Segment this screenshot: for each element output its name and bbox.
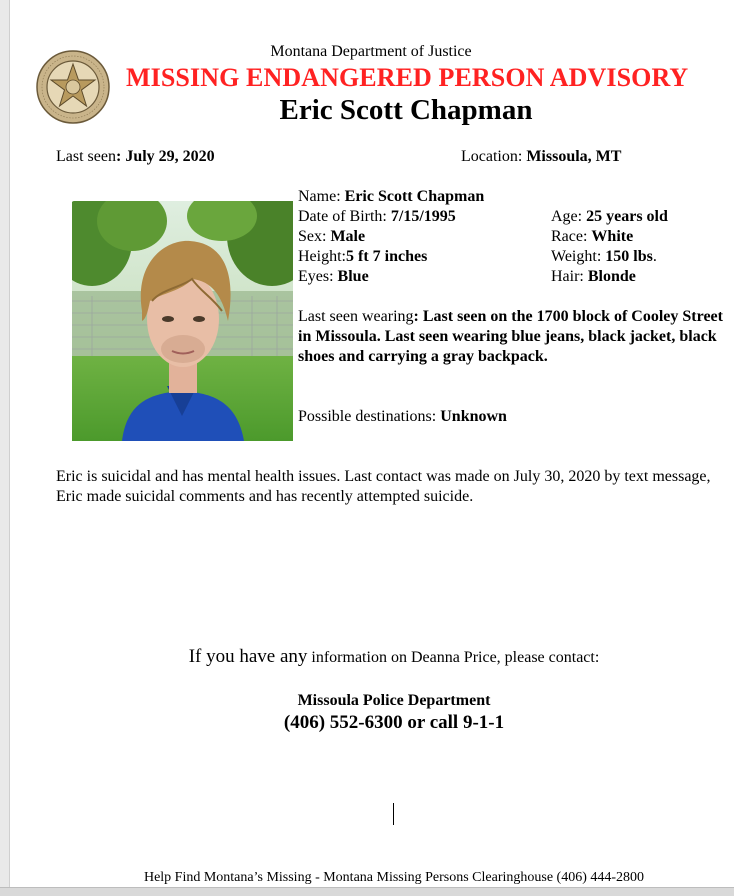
hair-label: Hair: xyxy=(551,268,588,285)
text-cursor xyxy=(393,803,394,825)
dob-row xyxy=(298,207,456,227)
race-label: Race: xyxy=(551,228,592,245)
dob-label: Date of Birth: xyxy=(298,208,391,225)
destinations-value: Unknown xyxy=(440,408,507,425)
weight-suffix: . xyxy=(652,248,657,265)
height-label: Height: xyxy=(298,248,346,265)
contact-phone: (406) 552-6300 or call 9-1-1 xyxy=(283,712,505,733)
age-value: 25 years old xyxy=(586,208,668,225)
sex-label: Sex: xyxy=(298,228,331,245)
race-value: White xyxy=(591,228,634,245)
eyes-row xyxy=(298,267,369,287)
person-photo xyxy=(72,201,293,441)
dob-value: 7/15/1995 xyxy=(390,208,456,225)
contact-intro xyxy=(0,646,734,668)
height-row xyxy=(298,247,427,267)
contact-intro-big: If you have any xyxy=(188,646,308,667)
eyes-value: Blue xyxy=(337,268,369,285)
contact-intro-small: information on Deanna Price, please contact: xyxy=(307,649,600,666)
last-seen-wearing xyxy=(298,307,723,367)
age-label: Age: xyxy=(551,208,587,225)
sex-value: Male xyxy=(330,228,366,245)
weight-label: Weight: xyxy=(551,248,606,265)
last-seen-label: Last seen xyxy=(56,148,116,165)
footer-text: Help Find Montana’s Missing - Montana Missing Persons Clearinghouse (406) 444-2800 xyxy=(143,870,645,885)
location xyxy=(461,148,621,166)
last-seen xyxy=(56,148,215,166)
department-name: Montana Department of Justice xyxy=(270,43,472,60)
page-edge xyxy=(0,0,10,895)
name-label: Name: xyxy=(298,188,345,205)
case-note: Eric is suicidal and has mental health issues. Last contact was made on July 30, 2020 by text message, Eric made suicidal comments and has recently attempted suicide. xyxy=(56,468,711,505)
location-value: Missoula, MT xyxy=(526,148,622,165)
hair-value: Blonde xyxy=(587,268,636,285)
person-name-title: Eric Scott Chapman xyxy=(279,94,533,126)
race-row xyxy=(551,227,633,247)
hair-row xyxy=(551,267,636,287)
weight-value: 150 lbs xyxy=(605,248,653,265)
last-seen-value: : July 29, 2020 xyxy=(115,148,215,165)
wearing-label: Last seen wearing xyxy=(298,308,414,325)
destinations-row xyxy=(298,407,507,427)
sex-row xyxy=(298,227,365,247)
destinations-label: Possible destinations: xyxy=(298,408,441,425)
age-row xyxy=(551,207,668,227)
location-label: Location: xyxy=(461,148,527,165)
contact-agency: Missoula Police Department xyxy=(297,692,491,709)
advisory-title: MISSING ENDANGERED PERSON ADVISORY xyxy=(126,63,689,92)
name-row xyxy=(298,187,484,207)
wearing-value: : Last seen on the 1700 block of Cooley Street in Missoula. Last seen wearing blue jeans, black jacket, black shoes and carrying a gray backpack. xyxy=(298,308,723,365)
weight-row xyxy=(551,247,657,267)
eyes-label: Eyes: xyxy=(298,268,338,285)
height-value: 5 ft 7 inches xyxy=(346,248,428,265)
name-value: Eric Scott Chapman xyxy=(344,188,485,205)
